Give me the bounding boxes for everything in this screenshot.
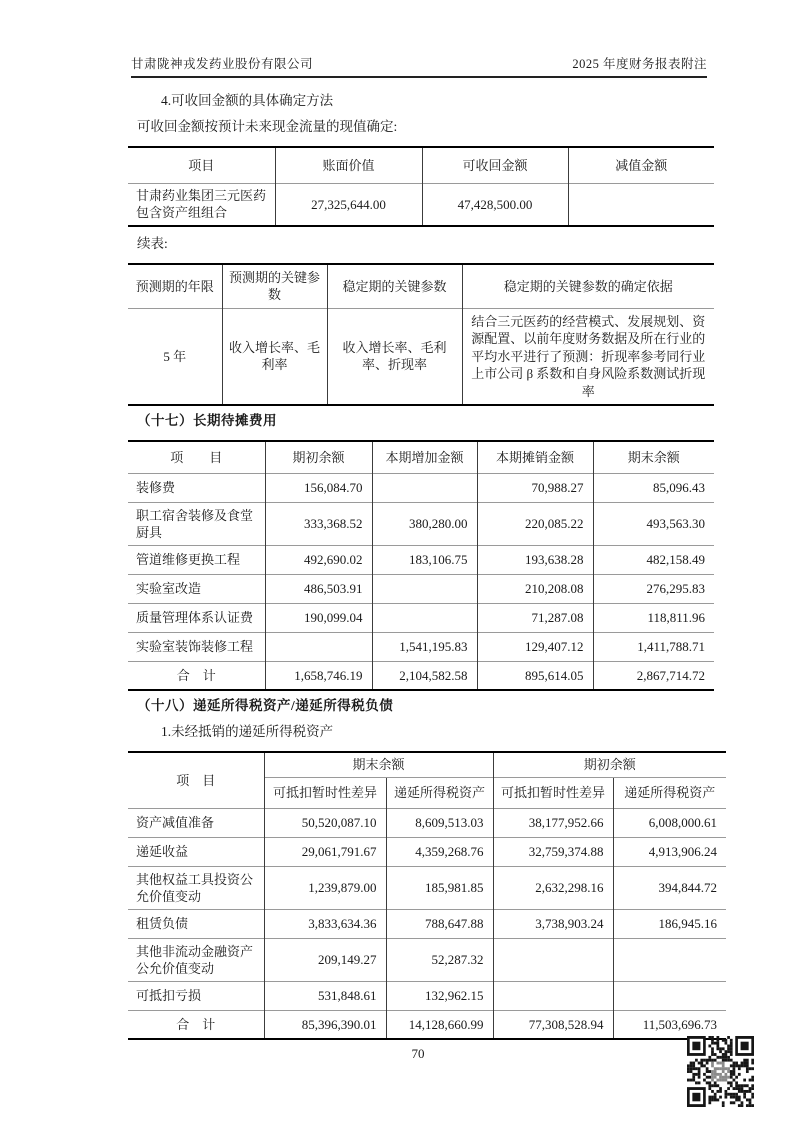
- table-row: [128, 603, 714, 632]
- company-name: 甘肃陇神戎发药业股份有限公司: [131, 57, 314, 71]
- doc-title: 2025 年度财务报表附注: [572, 57, 707, 71]
- table-row: [128, 183, 714, 226]
- value-cell: 1,411,788.71: [593, 632, 714, 661]
- value-cell: 6,008,000.61: [613, 808, 726, 837]
- value-cell: 32,759,374.88: [493, 837, 613, 866]
- value-cell: [613, 938, 726, 981]
- column-header: 预测期的年限: [135, 278, 214, 294]
- item-cell: 实验室装饰装修工程: [128, 632, 265, 661]
- page-content: [128, 92, 728, 1040]
- item-cell: 资产减值准备: [128, 808, 264, 837]
- group-header-closing: 期末余额: [264, 752, 493, 777]
- column-header: 可抵扣暂时性差异: [264, 777, 386, 808]
- item-cell: 可抵扣亏损: [128, 981, 264, 1010]
- column-header: 期末余额: [593, 441, 714, 473]
- value-cell: 486,503.91: [265, 574, 372, 603]
- stable-params-cell: 收入增长率、毛利率、折现率: [327, 308, 462, 405]
- item-cell: 装修费: [128, 473, 265, 502]
- recoverable-amount-table: [128, 146, 714, 227]
- column-header: 稳定期的关键参数: [327, 264, 462, 308]
- value-cell: 1,541,195.83: [372, 632, 477, 661]
- total-label-cell: 合 计: [128, 661, 265, 690]
- table-header-row: [128, 264, 714, 308]
- page-number: 70: [411, 1046, 425, 1061]
- forecast-period-cell: 5 年: [128, 308, 222, 405]
- value-cell: [613, 981, 726, 1010]
- value-cell: 129,407.12: [477, 632, 593, 661]
- value-cell: 210,208.08: [477, 574, 593, 603]
- value-cell: 47,428,500.00: [422, 183, 568, 226]
- column-header: 可收回金额: [422, 147, 568, 183]
- value-cell: 482,158.49: [593, 545, 714, 574]
- column-header: 可抵扣暂时性差异: [493, 777, 613, 808]
- item-cell: 实验室改造: [128, 574, 265, 603]
- value-cell: 190,099.04: [265, 603, 372, 632]
- total-label-cell: 合 计: [128, 1010, 264, 1039]
- column-header: 项目: [188, 157, 215, 173]
- table-header-row: [128, 441, 714, 473]
- recoverable-intro: 可收回金额按预计未来现金流量的现值确定:: [137, 119, 398, 134]
- forecast-params-cell: 收入增长率、毛利率: [222, 308, 327, 405]
- value-cell: 3,833,634.36: [264, 909, 386, 938]
- table-row: [128, 909, 726, 938]
- item-cell: 其他权益工具投资公允价值变动: [128, 866, 264, 909]
- value-cell: 492,690.02: [265, 545, 372, 574]
- total-row: [128, 661, 714, 690]
- table-header-row: [128, 147, 714, 183]
- item-cell: 甘肃药业集团三元医药包含资产组组合: [128, 183, 275, 226]
- table-row: [128, 632, 714, 661]
- value-cell: 29,061,791.67: [264, 837, 386, 866]
- item-cell: 管道维修更换工程: [128, 545, 265, 574]
- value-cell: 132,962.15: [386, 981, 493, 1010]
- value-cell: 85,396,390.01: [264, 1010, 386, 1039]
- value-cell: [493, 981, 613, 1010]
- column-header: 账面价值: [275, 147, 422, 183]
- item-cell: 递延收益: [128, 837, 264, 866]
- table-row: [128, 574, 714, 603]
- value-cell: 2,104,582.58: [372, 661, 477, 690]
- value-cell: 209,149.27: [264, 938, 386, 981]
- value-cell: 895,614.05: [477, 661, 593, 690]
- table-row: [128, 981, 726, 1010]
- item-cell: 质量管理体系认证费: [128, 603, 265, 632]
- column-header: 预测期的关键参数: [222, 264, 327, 308]
- column-header: 项 目: [170, 449, 223, 465]
- table-row: [128, 473, 714, 502]
- item-cell: 其他非流动金融资产公允价值变动: [128, 938, 264, 981]
- value-cell: 8,609,513.03: [386, 808, 493, 837]
- qr-code: [687, 1036, 754, 1107]
- value-cell: 531,848.61: [264, 981, 386, 1010]
- value-cell: 118,811.96: [593, 603, 714, 632]
- column-header: 项 目: [176, 772, 216, 788]
- column-header: 减值金额: [568, 147, 714, 183]
- value-cell: 333,368.52: [265, 502, 372, 545]
- value-cell: [568, 183, 714, 226]
- value-cell: 394,844.72: [613, 866, 726, 909]
- value-cell: 27,325,644.00: [275, 183, 422, 226]
- value-cell: [493, 938, 613, 981]
- subheading-deferred-tax-assets: 1.未经抵销的递延所得税资产: [161, 724, 334, 739]
- value-cell: 50,520,087.10: [264, 808, 386, 837]
- table-row: [128, 808, 726, 837]
- value-cell: 4,913,906.24: [613, 837, 726, 866]
- value-cell: 71,287.08: [477, 603, 593, 632]
- table-row: [128, 545, 714, 574]
- value-cell: [372, 574, 477, 603]
- value-cell: [372, 603, 477, 632]
- value-cell: 186,945.16: [613, 909, 726, 938]
- value-cell: 3,738,903.24: [493, 909, 613, 938]
- value-cell: 85,096.43: [593, 473, 714, 502]
- value-cell: 185,981.85: [386, 866, 493, 909]
- heading-section-18: （十八）递延所得税资产/递延所得税负债: [137, 698, 394, 713]
- value-cell: 183,106.75: [372, 545, 477, 574]
- page-header: [131, 0, 707, 78]
- heading-recoverable-method: 4.可收回金额的具体确定方法: [161, 93, 334, 108]
- value-cell: 276,295.83: [593, 574, 714, 603]
- value-cell: 1,658,746.19: [265, 661, 372, 690]
- heading-section-17: （十七）长期待摊费用: [137, 413, 277, 428]
- table-row: [128, 837, 726, 866]
- value-cell: 156,084.70: [265, 473, 372, 502]
- column-header: 稳定期的关键参数的确定依据: [462, 264, 714, 308]
- value-cell: 493,563.30: [593, 502, 714, 545]
- column-header: 递延所得税资产: [613, 777, 726, 808]
- value-cell: [372, 473, 477, 502]
- continuation-label: 续表:: [137, 236, 168, 251]
- long-term-deferred-expenses-table: [128, 440, 714, 691]
- column-header: 本期增加金额: [372, 441, 477, 473]
- value-cell: 11,503,696.73: [613, 1010, 726, 1039]
- item-cell: 租赁负债: [128, 909, 264, 938]
- value-cell: 788,647.88: [386, 909, 493, 938]
- value-cell: 193,638.28: [477, 545, 593, 574]
- value-cell: 77,308,528.94: [493, 1010, 613, 1039]
- forecast-parameters-table: [128, 263, 714, 406]
- table-row: [128, 938, 726, 981]
- item-cell: 职工宿舍装修及食堂厨具: [128, 502, 265, 545]
- column-header: 递延所得税资产: [386, 777, 493, 808]
- value-cell: 70,988.27: [477, 473, 593, 502]
- basis-cell: 结合三元医药的经营模式、发展规划、资源配置、以前年度财务数据及所在行业的平均水平进行了预测：折现率参考同行业上市公司 β 系数和自身风险系数测试折现率: [462, 308, 714, 405]
- value-cell: 2,632,298.16: [493, 866, 613, 909]
- table-row: [128, 866, 726, 909]
- table-group-header-row: [128, 752, 726, 777]
- value-cell: 220,085.22: [477, 502, 593, 545]
- value-cell: 14,128,660.99: [386, 1010, 493, 1039]
- total-row: [128, 1010, 726, 1039]
- column-header: 本期摊销金额: [477, 441, 593, 473]
- value-cell: [265, 632, 372, 661]
- table-row: [128, 308, 714, 405]
- value-cell: 2,867,714.72: [593, 661, 714, 690]
- table-row: [128, 502, 714, 545]
- value-cell: 38,177,952.66: [493, 808, 613, 837]
- group-header-opening: 期初余额: [493, 752, 726, 777]
- value-cell: 52,287.32: [386, 938, 493, 981]
- value-cell: 380,280.00: [372, 502, 477, 545]
- value-cell: 1,239,879.00: [264, 866, 386, 909]
- value-cell: 4,359,268.76: [386, 837, 493, 866]
- deferred-tax-assets-table: [128, 751, 726, 1040]
- column-header: 期初余额: [265, 441, 372, 473]
